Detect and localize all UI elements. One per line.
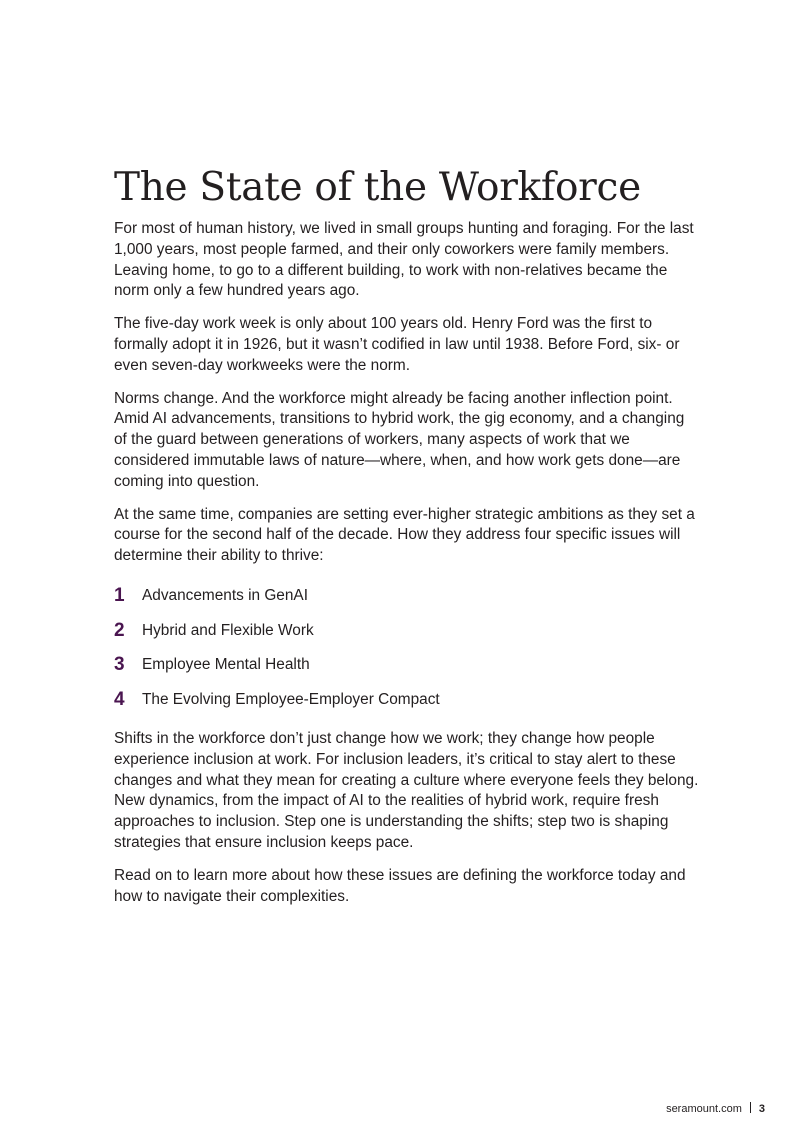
issues-list	[114, 579, 700, 717]
footer-site-link[interactable]: seramount.com	[666, 1103, 742, 1115]
list-item-number: 3	[114, 654, 125, 676]
list-item-number: 2	[114, 619, 125, 641]
intro-paragraph-4: At the same time, companies are setting ever-higher strategic ambitions as they set a course for the second half of the decade. How they address four specific issues will determine their ability to thrive:	[114, 505, 695, 565]
list-item-label: Employee Mental Health	[142, 656, 310, 674]
list-item-number: 4	[114, 688, 125, 710]
list-item	[114, 579, 700, 614]
article-body	[114, 219, 700, 919]
list-item	[114, 613, 700, 648]
list-item	[114, 648, 700, 683]
intro-paragraph-1: For most of human history, we lived in small groups hunting and foraging. For the last 1,000 years, most people farmed, and their only coworkers were family members. Leaving home, to go to a different building, to work with non-relatives became the norm only a few hundred years ago.	[114, 220, 694, 300]
list-item-label: Hybrid and Flexible Work	[142, 621, 314, 639]
list-item	[114, 682, 700, 717]
intro-paragraph-2: The five-day work week is only about 100 years old. Henry Ford was the first to formally adopt it in 1926, but it wasn’t codified in law until 1938. Before Ford, six- or even seven-day workweeks were the norm.	[114, 315, 680, 374]
outro-paragraph-1: Shifts in the workforce don’t just change how we work; they change how people experience inclusion at work. For inclusion leaders, it’s critical to stay alert to these changes and what they mean for creating a culture where everyone feels they belong. New dynamics, from the impact of AI to the realities of hybrid work, require fresh approaches to inclusion. Step one is understanding the shifts; step two is shaping strategies that ensure inclusion keeps pace.	[114, 729, 699, 851]
page-title: The State of the Workforce	[114, 165, 641, 210]
list-item-label: The Evolving Employee-Employer Compact	[142, 690, 440, 708]
list-item-label: Advancements in GenAI	[142, 587, 308, 605]
outro-paragraph-2: Read on to learn more about how these issues are defining the workforce today and how to navigate their complexities.	[114, 866, 686, 905]
intro-paragraph-3: Norms change. And the workforce might already be facing another inflection point. Amid AI advancements, transitions to hybrid work, the gig economy, and a changing of the guard between generations of workers, many aspects of work that we considered immutable laws of nature—where, when, and how work gets done—are coming into question.	[114, 389, 685, 490]
page-footer	[666, 1101, 765, 1117]
page-number: 3	[758, 1103, 765, 1115]
list-item-number: 1	[114, 585, 125, 607]
footer-divider	[750, 1102, 751, 1113]
